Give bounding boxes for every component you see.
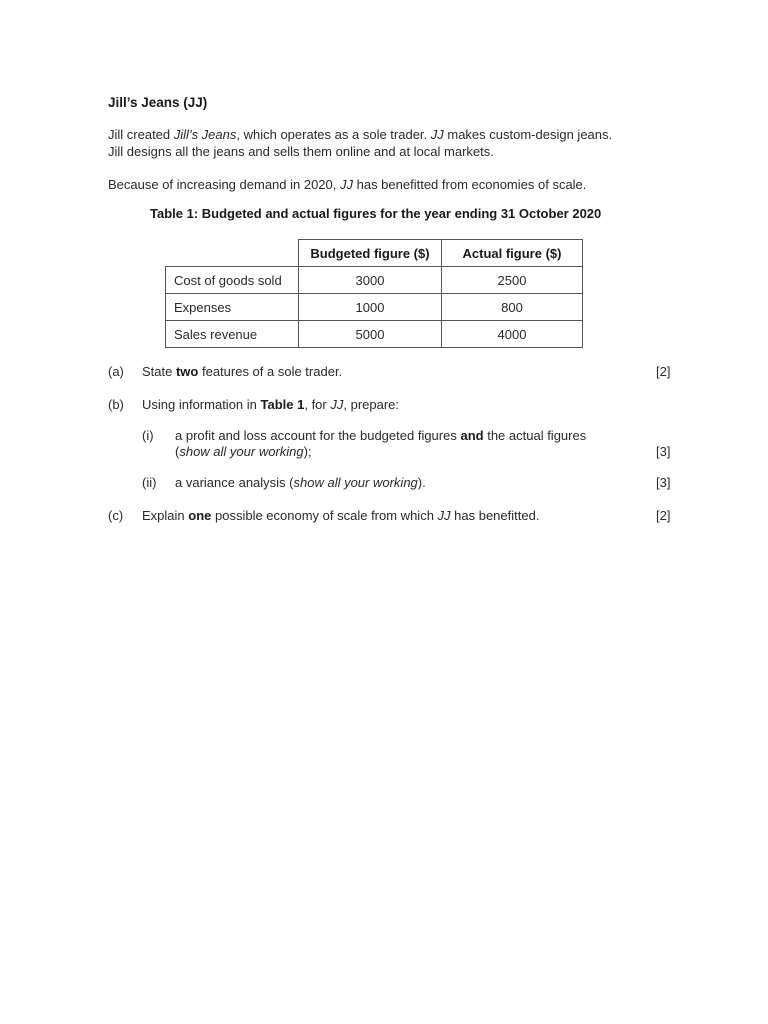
budgeted-value: 1000 [299,294,442,321]
question-label: (i) [142,428,154,443]
column-header-budgeted: Budgeted figure ($) [299,240,442,267]
question-text: (show all your working); [175,444,312,459]
demand-text: has benefitted from economies of scale. [353,177,587,192]
question-text: Using information in Table 1, for JJ, prepare: [142,397,400,412]
document-title: Jill’s Jeans (JJ) [108,95,208,110]
row-label: Cost of goods sold [166,267,299,294]
business-abbrev: JJ [430,127,444,142]
demand-text: Because of increasing demand in 2020, [108,177,340,192]
question-text: a variance analysis (show all your working). [175,475,426,490]
column-header-actual: Actual figure ($) [442,240,583,267]
table-row [166,321,583,348]
table-header-row [166,240,583,267]
table-corner-cell [166,240,299,267]
question-label: (a) [108,364,124,379]
table-caption: Table 1: Budgeted and actual figures for the year ending 31 October 2020 [150,206,602,221]
marks: [3] [656,444,671,459]
intro-text: makes custom-design jeans. [443,127,613,142]
budgeted-value: 5000 [299,321,442,348]
question-text: Explain one possible economy of scale from which JJ has benefitted. [142,508,540,523]
figures-table [165,239,583,348]
actual-value: 2500 [442,267,583,294]
intro-paragraph [108,126,612,160]
question-label: (ii) [142,475,157,490]
table-row [166,294,583,321]
row-label: Sales revenue [166,321,299,348]
actual-value: 800 [442,294,583,321]
demand-paragraph [108,176,586,193]
intro-text: , which operates as a sole trader. [236,127,431,142]
question-text: State two features of a sole trader. [142,364,343,379]
actual-value: 4000 [442,321,583,348]
table-row [166,267,583,294]
intro-text: Jill created [108,127,174,142]
marks: [2] [656,364,671,379]
question-text: a profit and loss account for the budgeted figures and the actual figures [175,428,587,443]
business-name: Jill’s Jeans [173,127,237,142]
row-label: Expenses [166,294,299,321]
question-label: (c) [108,508,124,523]
business-abbrev: JJ [340,177,353,192]
budgeted-value: 3000 [299,267,442,294]
marks: [2] [656,508,671,523]
intro-text-line2: Jill designs all the jeans and sells them online and at local markets. [108,144,494,159]
question-label: (b) [108,397,124,412]
marks: [3] [656,475,671,490]
